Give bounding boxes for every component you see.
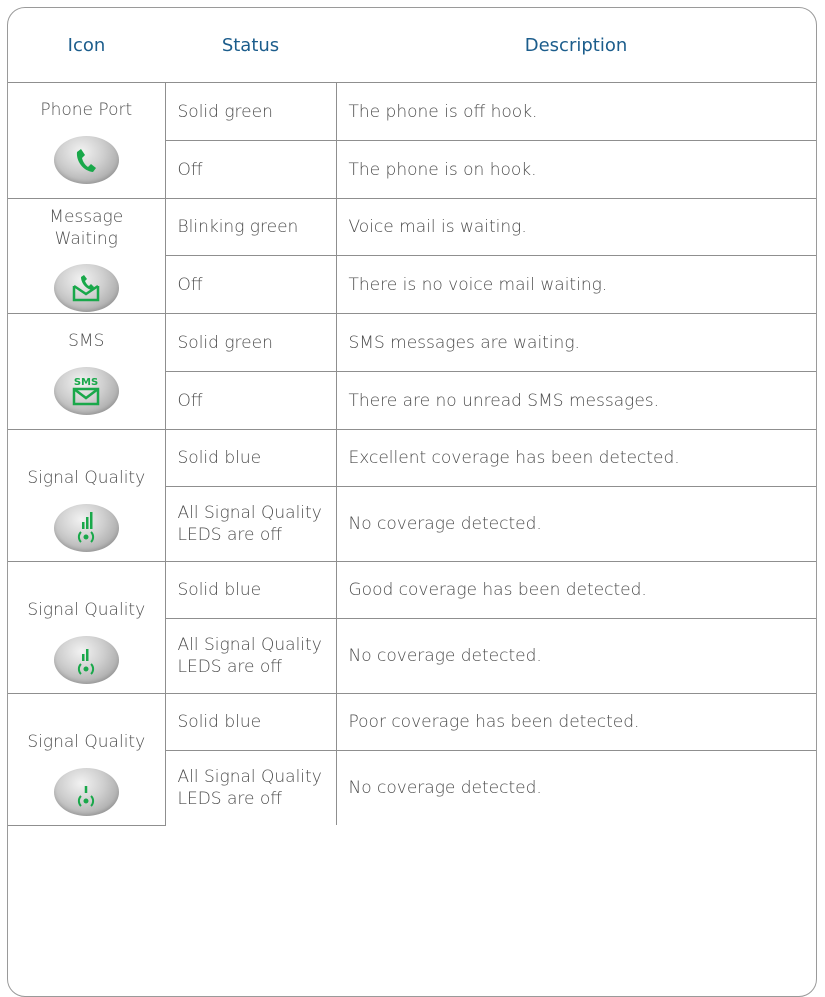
table-row [8, 199, 816, 256]
icon-label: SMS [68, 331, 105, 351]
icon-cell-signal-quality-poor [8, 694, 165, 826]
led-status-table [8, 8, 816, 826]
header-status: Status [165, 8, 336, 83]
description-cell: No coverage detected. [336, 619, 816, 694]
description-cell: Excellent coverage has been detected. [336, 430, 816, 487]
status-cell: Blinking green [165, 199, 336, 256]
status-cell: Solid green [165, 314, 336, 372]
table-row [8, 430, 816, 487]
description-cell: SMS messages are waiting. [336, 314, 816, 372]
description-cell: No coverage detected. [336, 751, 816, 826]
status-cell [165, 487, 336, 562]
status-cell: Solid green [165, 83, 336, 141]
status-cell: Solid blue [165, 430, 336, 487]
status-text: All Signal Quality LEDS are off [177, 503, 322, 545]
description-cell: There are no unread SMS messages. [336, 372, 816, 430]
status-cell: Off [165, 256, 336, 314]
icon-label: Signal Quality [27, 468, 146, 488]
description-cell: Good coverage has been detected. [336, 562, 816, 619]
icon-cell-signal-quality-excellent [8, 430, 165, 562]
status-cell: Solid blue [165, 562, 336, 619]
status-cell [165, 619, 336, 694]
header-icon: Icon [8, 8, 165, 83]
table-row [8, 314, 816, 372]
table-row [8, 83, 816, 141]
table-row [8, 694, 816, 751]
icon-label: Signal Quality [27, 600, 146, 620]
status-cell: Off [165, 372, 336, 430]
status-cell: Off [165, 141, 336, 199]
table-header-row [8, 8, 816, 83]
signal-strength-two-bars-icon [54, 636, 119, 684]
description-cell: Voice mail is waiting. [336, 199, 816, 256]
status-text: All Signal Quality LEDS are off [177, 767, 322, 809]
description-cell: No coverage detected. [336, 487, 816, 562]
signal-strength-one-bar-icon [54, 768, 119, 816]
voicemail-envelope-icon [54, 264, 119, 312]
sms-icon-text: SMS [74, 377, 99, 388]
sms-envelope-icon [54, 367, 119, 415]
table-row [8, 562, 816, 619]
phone-icon [54, 136, 119, 184]
status-cell [165, 751, 336, 826]
description-cell: The phone is off hook. [336, 83, 816, 141]
status-text: All Signal Quality LEDS are off [177, 635, 322, 677]
icon-label: Phone Port [40, 100, 133, 120]
status-cell: Solid blue [165, 694, 336, 751]
header-description: Description [336, 8, 816, 83]
icon-cell-sms [8, 314, 165, 430]
description-cell: There is no voice mail waiting. [336, 256, 816, 314]
icon-cell-message-waiting [8, 199, 165, 314]
icon-label: Message Waiting [49, 207, 124, 249]
icon-label: Signal Quality [27, 731, 146, 752]
signal-strength-three-bars-icon [54, 504, 119, 552]
description-cell: The phone is on hook. [336, 141, 816, 199]
icon-cell-signal-quality-good [8, 562, 165, 694]
description-cell: Poor coverage has been detected. [336, 694, 816, 751]
icon-cell-phone-port [8, 83, 165, 199]
